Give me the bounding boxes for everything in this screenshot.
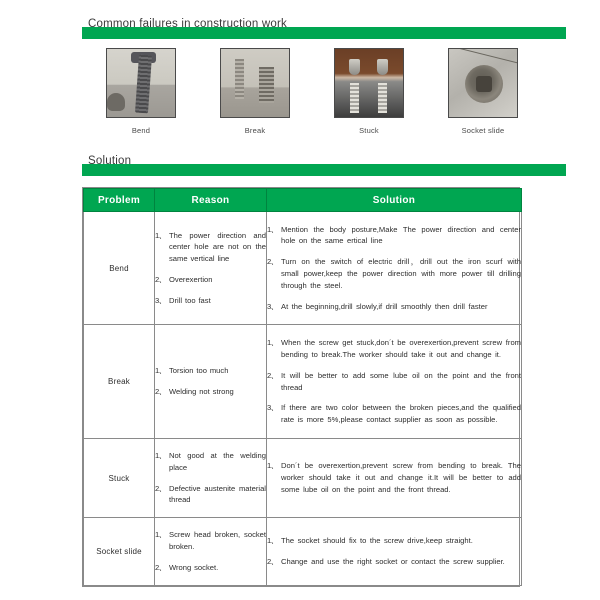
- column-header-reason: Reason: [155, 189, 267, 212]
- list-item: 2、 Wrong socket.: [155, 562, 219, 572]
- table-row: [84, 439, 522, 518]
- list-item: 2、 Defective austenite material thread: [155, 483, 266, 505]
- cell-problem: Stuck: [84, 439, 155, 518]
- table-row: [84, 212, 522, 325]
- cell-reason: [155, 212, 267, 325]
- table-row: [84, 325, 522, 439]
- bent-screw-photo: [106, 48, 176, 118]
- cell-problem: Break: [84, 325, 155, 439]
- cell-solution: [267, 325, 522, 439]
- list-item: 1、 Not good at the welding place: [155, 450, 266, 472]
- thumbnail-caption: Break: [244, 126, 266, 135]
- list-item: 3、 Drill too fast: [155, 295, 211, 305]
- thumbnail-stuck[interactable]: [332, 48, 406, 135]
- list-item: 2、 Change and use the right socket or contact the screw supplier.: [267, 557, 505, 566]
- broken-screw-photo: [220, 48, 290, 118]
- cell-reason: [155, 439, 267, 518]
- cell-reason: [155, 325, 267, 439]
- table-header-row: [84, 189, 522, 212]
- cell-reason: [155, 518, 267, 586]
- cell-solution: [267, 439, 522, 518]
- thumbnail-caption: Stuck: [359, 126, 379, 135]
- list-item: 2、 Overexertion: [155, 274, 213, 284]
- list-item: 3、 If there are two color between the broken pieces,and the qualified rate is more 5%,please contact supplier as soon as possible.: [267, 403, 521, 425]
- problem-solution-table: [82, 187, 520, 587]
- list-item: 2、 It will be better to add some lube oil on the point and the front thread: [267, 370, 521, 392]
- cell-problem: Bend: [84, 212, 155, 325]
- cell-solution: [267, 212, 522, 325]
- list-item: 2、 Welding not strong: [155, 387, 234, 396]
- cell-problem: Socket slide: [84, 518, 155, 586]
- table-row: [84, 518, 522, 586]
- list-item: 1、 Don´t be overexertion,prevent screw from bending to break. The worker should take it out and change it.It will be better to add some lube oil on the point and the front thread.: [267, 461, 521, 494]
- socket-slide-photo: [448, 48, 518, 118]
- failure-thumbnail-strip: [82, 48, 542, 143]
- thumbnail-caption: Bend: [131, 126, 151, 135]
- stuck-screw-photo: [334, 48, 404, 118]
- column-header-problem: Problem: [84, 189, 155, 212]
- column-header-solution: Solution: [267, 189, 522, 212]
- solution-section-title: Solution: [88, 155, 132, 167]
- thumbnail-bend[interactable]: [104, 48, 178, 135]
- thumbnail-break[interactable]: [218, 48, 292, 135]
- list-item: 3、 At the beginning,drill slowly,if drill smoothly then drill faster: [267, 301, 488, 311]
- list-item: 1、 The power direction and center hole are not on the same vertical line: [155, 230, 266, 264]
- list-item: 1、 Screw head broken, socket broken.: [155, 530, 266, 552]
- cell-solution: [267, 518, 522, 586]
- solution-section-banner: [82, 164, 566, 176]
- thumbnail-caption: Socket slide: [461, 126, 505, 135]
- list-item: 1、 Mention the body posture,Make The power direction and center hole on the same ertical line: [267, 224, 521, 246]
- list-item: 2、 Turn on the switch of electric drill，drill out the iron scurf with small power,keep the power direction with more power till drilling through the steel.: [267, 257, 521, 290]
- thumbnail-socket-slide[interactable]: [446, 48, 520, 135]
- failures-section-title: Common failures in construction work: [88, 18, 287, 30]
- list-item: 1、 Torsion too much: [155, 366, 229, 376]
- list-item: 1、 When the screw get stuck,don´t be overexertion,prevent screw from bending to break.The worker should take it out and change it.: [267, 338, 521, 359]
- list-item: 1、 The socket should fix to the screw drive,keep straight.: [267, 536, 473, 546]
